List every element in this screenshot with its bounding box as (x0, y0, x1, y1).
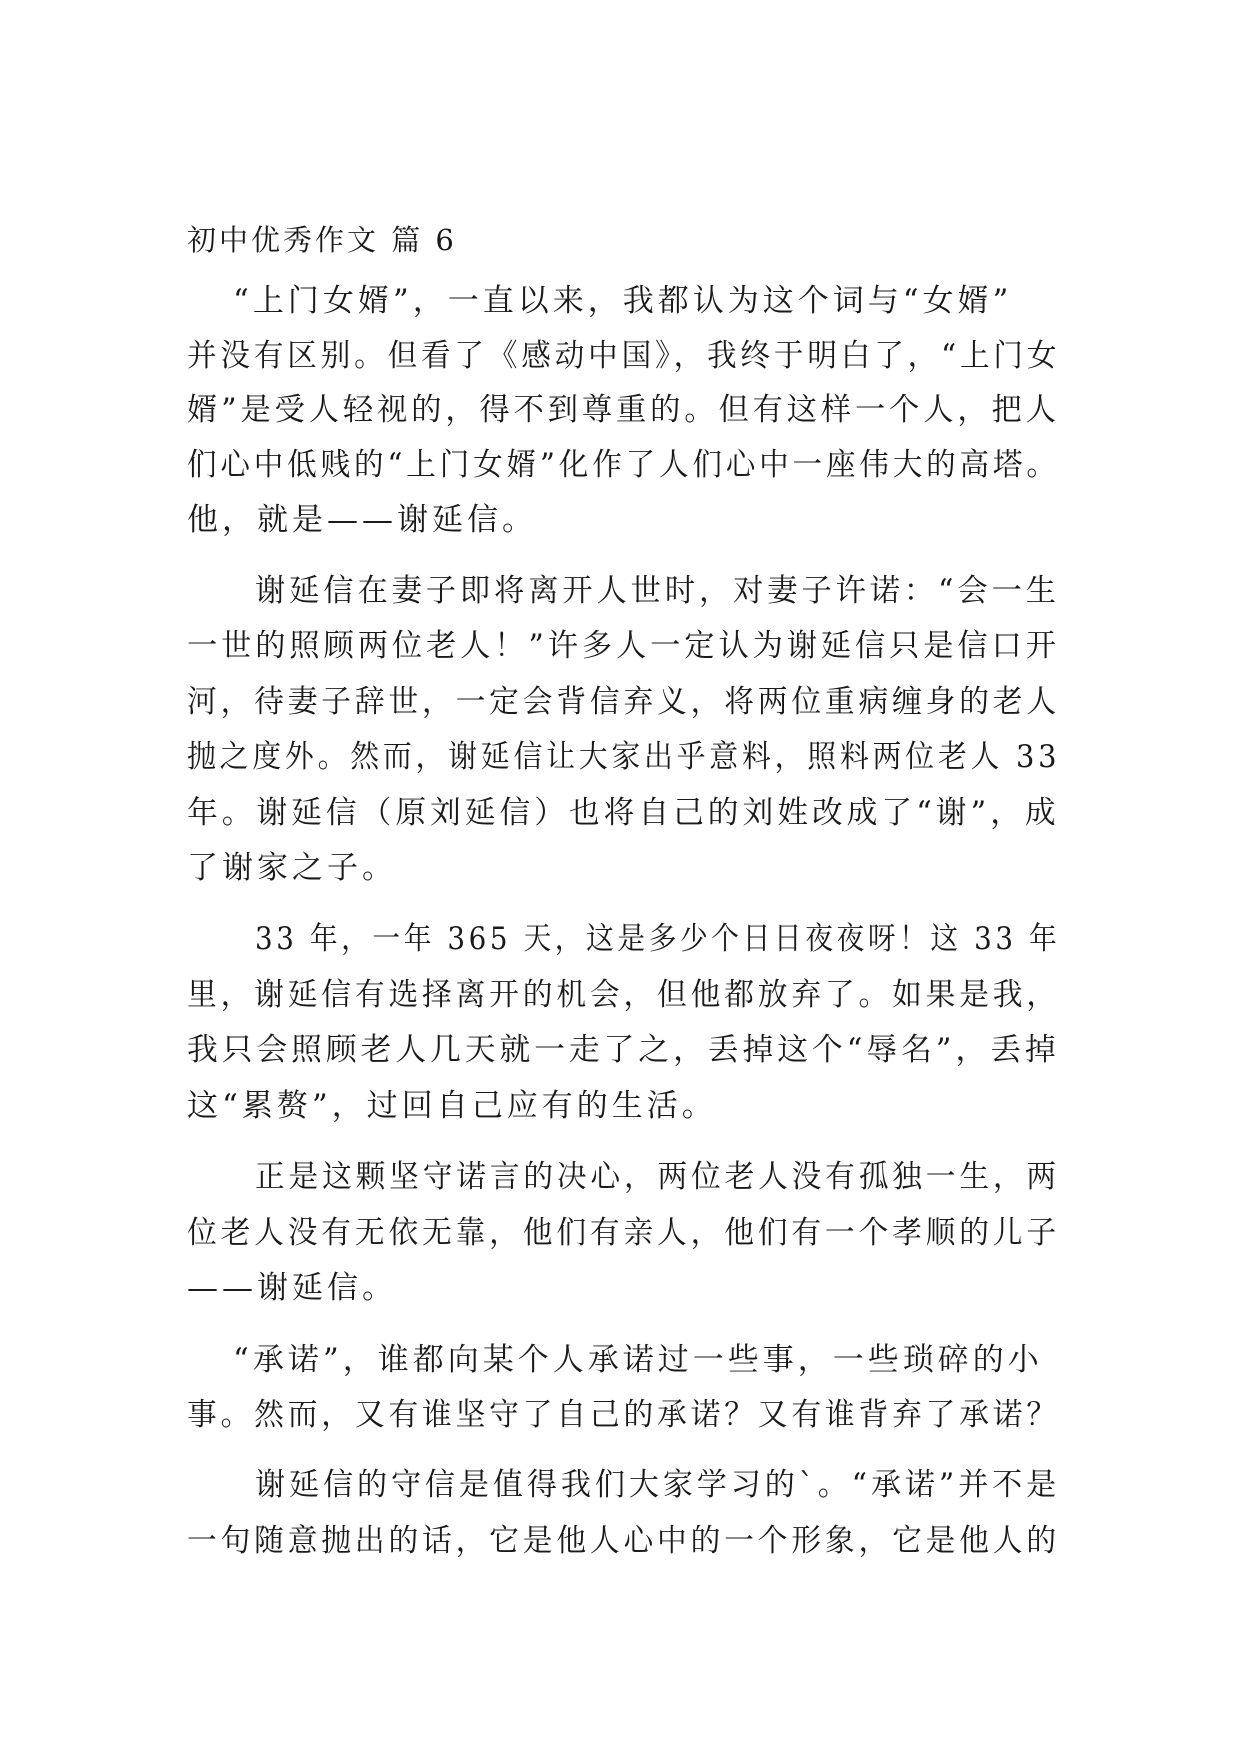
paragraph-2-line-5: 年。谢延信（原刘延信）也将自己的刘姓改成了“谢”，成 (187, 795, 1060, 831)
paragraph-3-line-1: 33 年，一年 365 天，这是多少个日日夜夜呀！这 33 年 (255, 921, 1061, 957)
paragraph-2-line-2: 一世的照顾两位老人！”许多人一定认为谢延信只是信口开 (187, 628, 1060, 664)
paragraph-5-line-1: “承诺”，谁都向某个人承诺过一些事，一些琐碎的小 (233, 1342, 1043, 1378)
paragraph-1-line-4: 们心中低贱的“上门女婿”化作了人们心中一座伟大的高塔。 (187, 447, 1060, 483)
paragraph-3-line-2: 里，谢延信有选择离开的机会，但他都放弃了。如果是我， (187, 977, 1060, 1013)
paragraph-3-line-4: 这“累赘”，过回自己应有的生活。 (187, 1088, 717, 1124)
paragraph-1-line-3: 婿”是受人轻视的，得不到尊重的。但有这样一个人，把人 (187, 392, 1060, 428)
document-title: 初中优秀作文 篇 6 (187, 223, 457, 257)
paragraph-4-line-2: 位老人没有无依无靠，他们有亲人，他们有一个孝顺的儿子 (187, 1215, 1060, 1251)
paragraph-2-line-1: 谢延信在妻子即将离开人世时，对妻子许诺：“会一生 (255, 573, 1060, 609)
paragraph-1-line-1: “上门女婿”，一直以来，我都认为这个词与“女婿” (233, 283, 1013, 319)
paragraph-1-line-2: 并没有区别。但看了《感动中国》，我终于明白了，“上门女 (187, 338, 1061, 374)
paragraph-6-line-2: 一句随意抛出的话，它是他人心中的一个形象，它是他人的 (187, 1523, 1060, 1559)
paragraph-5-line-2: 事。然而，又有谁坚守了自己的承诺？又有谁背弃了承诺？ (187, 1397, 1060, 1433)
paragraph-2-line-3: 河，待妻子辞世，一定会背信弃义，将两位重病缠身的老人 (187, 684, 1060, 720)
paragraph-4-line-3: ——谢延信。 (187, 1270, 397, 1306)
paragraph-2-line-6: 了谢家之子。 (187, 850, 397, 886)
paragraph-2-line-4: 抛之度外。然而，谢延信让大家出乎意料，照料两位老人 33 (187, 739, 1061, 775)
paragraph-6-line-1: 谢延信的守信是值得我们大家学习的`。“承诺”并不是 (255, 1467, 1061, 1503)
paragraph-3-line-3: 我只会照顾老人几天就一走了之，丢掉这个“辱名”，丢掉 (187, 1032, 1060, 1068)
paragraph-4-line-1: 正是这颗坚守诺言的决心，两位老人没有孤独一生，两 (255, 1159, 1060, 1195)
paragraph-1-line-5: 他，就是——谢延信。 (187, 502, 537, 538)
